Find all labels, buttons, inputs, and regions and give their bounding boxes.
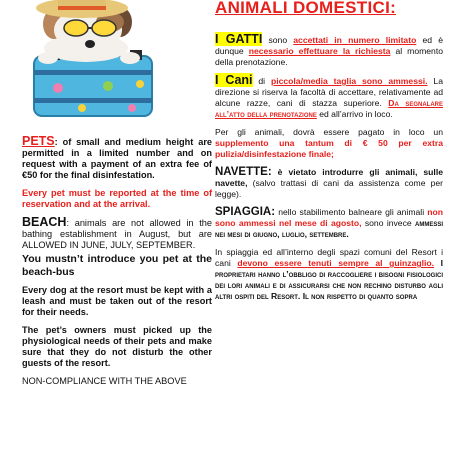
beach-heading: BEACH <box>22 215 67 229</box>
english-column <box>0 0 215 450</box>
pets-heading: PETS <box>22 134 55 148</box>
gatti-text-2: accettati in numero limitato <box>293 35 417 45</box>
english-text <box>22 136 212 394</box>
cani-text-4: Da segnalare all’atto della prenotazione <box>215 98 443 119</box>
spiaggia-paragraph <box>215 207 443 240</box>
navette-text-2: (salvo trattasi di cani da assistenza come per legge). <box>215 178 443 199</box>
cani-paragraph <box>215 75 443 120</box>
dog-suitcase-photo <box>20 0 180 124</box>
italian-text <box>215 34 443 309</box>
gatti-paragraph <box>215 34 443 68</box>
payment-paragraph <box>215 127 443 160</box>
beach-paragraph <box>22 217 212 251</box>
page-title: ANIMALI DOMESTICI: <box>215 0 397 17</box>
cani-text-1: di <box>252 76 271 86</box>
gatti-text-5: al momento della prenotazione. <box>215 46 443 67</box>
spiaggia-heading: SPIAGGIA: <box>215 206 276 218</box>
beach-text: : animals are not allowed in the bathing establishment in August, but are ALLOWED IN JUNE, JULY, SEPTEMBER. <box>22 218 212 250</box>
resort-text-1: In spiaggia ed all’interno degli spazi comuni del Resort i cani <box>215 247 443 268</box>
gatti-heading: I GATTI <box>215 32 263 46</box>
navette-text-1: è vietato introdurre gli animali, sulle navette, <box>215 167 443 188</box>
payment-text-1: Per gli animali, dovrà essere pagato in loco un <box>215 127 443 137</box>
resort-text-2: devono essere tenuti sempre al guinzaglio. <box>237 258 435 268</box>
spiaggia-text-4: ammessi nei mesi di giugno, luglio, settembre. <box>215 218 443 239</box>
gatti-text-1: sono <box>262 35 294 45</box>
owners-paragraph: The pet’s owners must picked up the physiological needs of their pets and make sure that they do not disturb the other guests of the resort. <box>22 325 212 368</box>
leash-paragraph: Every dog at the resort must be kept with a leash and must be taken out of the resort for their needs. <box>22 285 212 317</box>
cani-heading: I Cani <box>215 73 253 87</box>
cani-text-3: La direzione si riserva la facoltà di accettare, relativamente ad alcune razze, cani di stazza superiore. <box>215 76 443 108</box>
resort-text-3: I proprietari hanno l’obbligo di raccogliere i bisogni fisiologici dei lori animali e di assicurarsi che non rechino disturbo agli altri ospiti del Resort. Il non rispetto di quanto sopra <box>215 258 443 301</box>
spiaggia-text-1: nello stabilimento balneare gli animali <box>275 207 428 217</box>
gatti-text-4: necessario effettuare la richiesta <box>248 46 391 56</box>
payment-text-2: supplemento una tantum di € 50 per extra pulizia/disinfestazione finale; <box>215 138 443 159</box>
pets-paragraph <box>22 136 212 181</box>
spiaggia-text-2: non sono ammessi nel mese di agosto, <box>215 207 443 228</box>
resort-paragraph <box>215 247 443 302</box>
cani-text-5: ed all’arrivo in loco. <box>316 109 393 119</box>
gatti-text-3: ed è dunque <box>215 35 443 56</box>
cani-text-2: piccola/media taglia sono ammessi. <box>270 76 428 86</box>
spiaggia-text-3: sono invece <box>361 218 415 228</box>
navette-heading: NAVETTE: <box>215 166 272 178</box>
noncompliance-text: NON-COMPLIANCE WITH THE ABOVE <box>22 376 187 386</box>
bus-notice: You mustn’t introduce you pet at the beach-bus <box>22 253 212 278</box>
navette-paragraph <box>215 167 443 200</box>
report-notice: Every pet must be reported at the time of reservation and at the arrival. <box>22 188 212 209</box>
italian-column <box>213 0 445 450</box>
pets-text: : of small and medium height are permitted in a limited number and on request with a payment of an extra fee of €50 for the final disinfestation. <box>22 137 212 180</box>
